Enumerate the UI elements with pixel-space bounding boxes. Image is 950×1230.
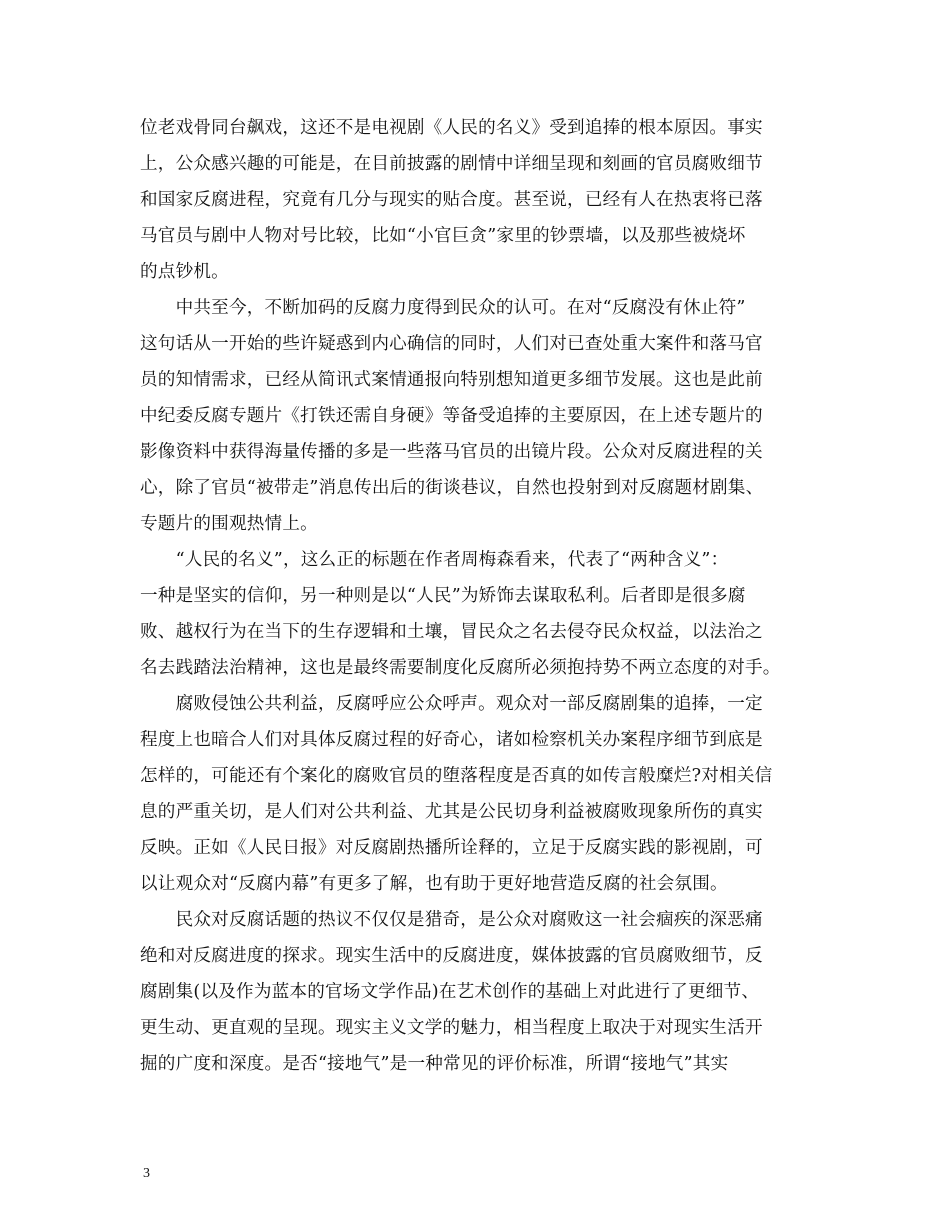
text-line: 的点钞机。: [140, 262, 229, 282]
text-line: 反映。正如《人民日报》对反腐剧热播所诠释的，立足于反腐实践的影视剧，可: [140, 838, 763, 858]
text-line: 绝和对反腐进度的探求。现实生活中的反腐进度，媒体披露的官员腐败细节，反: [140, 946, 763, 966]
text-line: “人民的名义”，这么正的标题在作者周梅森看来，代表了“两种含义”：: [140, 550, 729, 570]
text-line: 影像资料中获得海量传播的多是一些落马官员的出镜片段。公众对反腐进程的关: [140, 442, 763, 462]
article-body: [140, 110, 815, 1082]
text-line: 心，除了官员“被带走”消息传出后的街谈巷议，自然也投射到对反腐题材剧集、: [140, 478, 764, 498]
text-line: 以让观众对“反腐内幕”有更多了解，也有助于更好地营造反腐的社会氛围。: [140, 874, 728, 894]
text-line: 一种是坚实的信仰，另一种则是以“人民”为矫饰去谋取私利。后者即是很多腐: [140, 586, 746, 606]
page-number: 3: [143, 1166, 150, 1181]
text-line: 更生动、更直观的呈现。现实主义文学的魅力，相当程度上取决于对现实生活开: [140, 1018, 763, 1038]
text-line: 腐剧集(以及作为蓝本的官场文学作品)在艺术创作的基础上对此进行了更细节、: [140, 982, 760, 1002]
text-line: 中纪委反腐专题片《打铁还需自身硬》等备受追捧的主要原因，在上述专题片的: [140, 406, 763, 426]
text-line: 专题片的围观热情上。: [140, 514, 318, 534]
text-line: 掘的广度和深度。是否“接地气”是一种常见的评价标准，所谓“接地气”其实: [140, 1054, 729, 1074]
text-line: 上，公众感兴趣的可能是，在目前披露的剧情中详细呈现和刻画的官员腐败细节: [140, 154, 763, 174]
text-line: 名去践踏法治精神，这也是最终需要制度化反腐所必须抱持势不两立态度的对手。: [140, 658, 781, 678]
text-line: 程度上也暗合人们对具体反腐过程的好奇心，诸如检察机关办案程序细节到底是: [140, 730, 763, 750]
text-line: 和国家反腐进程，究竟有几分与现实的贴合度。甚至说，已经有人在热衷将已落: [140, 190, 763, 210]
text-line: 腐败侵蚀公共利益，反腐呼应公众呼声。观众对一部反腐剧集的追捧，一定: [140, 694, 763, 714]
text-line: 员的知情需求，已经从简讯式案情通报向特别想知道更多细节发展。这也是此前: [140, 370, 763, 390]
text-line: 位老戏骨同台飙戏，这还不是电视剧《人民的名义》受到追捧的根本原因。事实: [140, 118, 763, 138]
text-line: 败、越权行为在当下的生存逻辑和土壤，冒民众之名去侵夺民众权益，以法治之: [140, 622, 763, 642]
text-line: 民众对反腐话题的热议不仅仅是猎奇，是公众对腐败这一社会痼疾的深恶痛: [140, 910, 763, 930]
text-line: 这句话从一开始的些许疑惑到内心确信的同时，人们对已查处重大案件和落马官: [140, 334, 763, 354]
text-line: 息的严重关切，是人们对公共利益、尤其是公民切身利益被腐败现象所伤的真实: [140, 802, 763, 822]
text-line: 中共至今，不断加码的反腐力度得到民众的认可。在对“反腐没有休止符”: [140, 298, 746, 318]
text-line: 马官员与剧中人物对号比较，比如“小官巨贪”家里的钞票墙，以及那些被烧坏: [140, 226, 746, 246]
text-line: 怎样的，可能还有个案化的腐败官员的堕落程度是否真的如传言般糜烂?对相关信: [140, 766, 773, 786]
